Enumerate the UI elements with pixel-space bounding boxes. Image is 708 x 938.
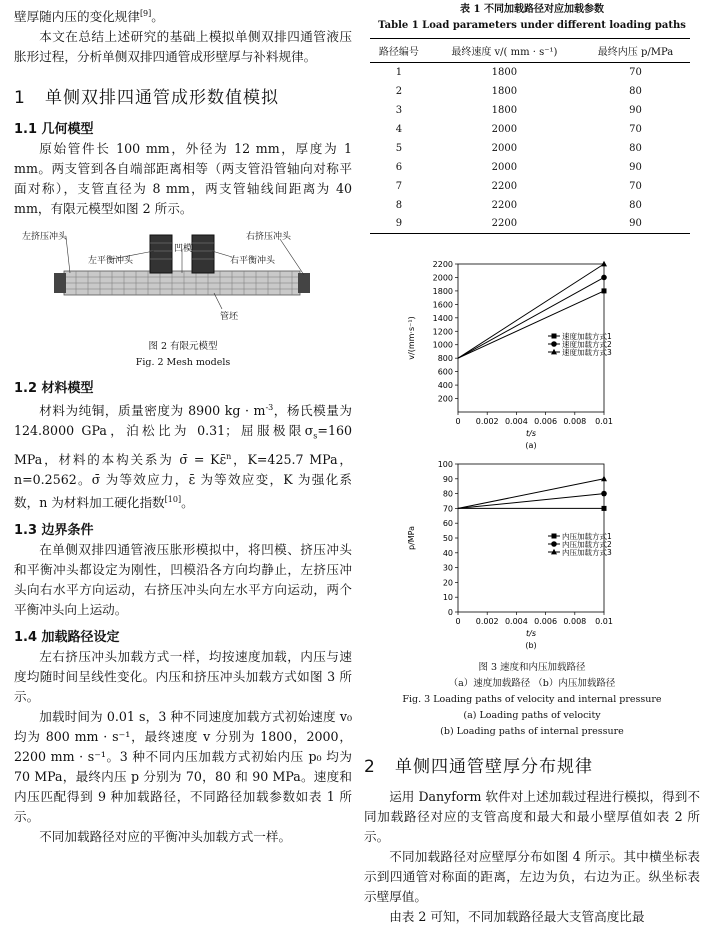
table-row xyxy=(370,196,690,215)
series-3 xyxy=(458,476,607,509)
y-tick-label: 60 xyxy=(442,519,453,529)
table-cell: 90 xyxy=(629,104,642,116)
table-cell: 8 xyxy=(395,199,403,211)
table-header-cell: 最终速度 v/( mm · s⁻¹) xyxy=(428,39,581,63)
y-tick-label: 90 xyxy=(442,474,453,484)
material-text-end: 。 xyxy=(181,495,194,511)
table-row xyxy=(370,120,690,139)
boundary-paragraph: 在单侧双排四通管液压胀形模拟中，将凹模、挤压冲头和平衡冲头都设定为刚性，凹模沿各方向均静止，左挤压冲头向右水平方向运动，右挤压冲头向左水平方向运动，两个平衡冲头向上运动。 xyxy=(14,542,352,618)
x-tick-label: 0.002 xyxy=(475,617,499,626)
material-sub: s xyxy=(313,431,318,441)
table-cell: 80 xyxy=(629,85,642,97)
intro-paragraph: 本文在总结上述研究的基础上模拟单侧双排四通管液压胀形过程，分析单侧双排四通管成形壁厚与补料规律。 xyxy=(14,29,352,65)
y-tick-label: 1200 xyxy=(432,327,453,337)
panel-label: (a) xyxy=(525,441,537,450)
table-cell: 2000 xyxy=(491,142,518,154)
fig3-sub-en-b: (b) Loading paths of internal pressure xyxy=(440,726,624,737)
x-tick-label: 0.008 xyxy=(563,417,587,426)
x-tick-label: 0.004 xyxy=(504,617,528,626)
table-cell: 1800 xyxy=(491,104,518,116)
label-tube-blank: 管坯 xyxy=(220,312,239,323)
circle-marker xyxy=(601,275,607,281)
x-tick-label: 0.008 xyxy=(563,617,587,626)
fig3-caption-en: Fig. 3 Loading paths of velocity and internal pressure xyxy=(402,694,662,705)
left-column xyxy=(14,0,352,847)
left-extrusion-punch-shape xyxy=(54,273,66,293)
label-right-extrusion-punch: 右挤压冲头 xyxy=(246,232,292,243)
x-tick-label: 0.01 xyxy=(595,617,613,626)
table-cell: 80 xyxy=(629,199,642,211)
section-2-heading xyxy=(364,752,700,777)
square-marker xyxy=(602,506,607,511)
material-text-4: ，K=425.7 MPa，n=0.2562。σ̄ 为等效应力，ε̄ 为等效应变，K 为强化系数，n 为材料加工硬化指数 xyxy=(14,452,352,511)
y-tick-label: 20 xyxy=(442,578,453,588)
load-parameters-table xyxy=(370,38,690,234)
geometry-paragraph: 原始管件长 100 mm，外径为 12 mm，厚度为 1 mm。两支管到各自端部距离相等（两支管沿管轴向对称平面对称），支管直径为 8 mm，两支管轴线间距离为 40 mm，有限元模型如图 2 所示。 xyxy=(14,141,352,217)
left-balance-punch-shape xyxy=(150,235,172,273)
fig2-caption-en: Fig. 2 Mesh models xyxy=(135,357,231,369)
x-tick-label: 0.006 xyxy=(534,417,558,426)
y-tick-label: 40 xyxy=(442,548,453,558)
series-line xyxy=(458,494,604,509)
legend-label: 内压加载方式1 xyxy=(562,532,612,541)
table-row xyxy=(370,82,690,101)
subsection-1-2-heading: 1.2 材料模型 xyxy=(14,381,94,397)
circle-marker xyxy=(601,491,607,497)
section-number: 1 xyxy=(14,88,26,109)
loading-paragraph-2: 加载时间为 0.01 s，3 种不同速度加载方式初始速度 v₀ 均为 800 mm · s⁻¹，最终速度 v 分别为 1800，2000，2200 mm · s⁻¹。3 种不同内压加载方式初始内压 p₀ 均为 70 MPa，最终内压 p 分别为 70，80 和 90 MPa。速度和内压匹配得到 9 种加载路径，不同路径加载参数如表 1 所示。 xyxy=(14,709,352,825)
table-cell: 70 xyxy=(629,123,642,135)
x-tick-label: 0 xyxy=(455,617,461,626)
y-tick-label: 1400 xyxy=(432,313,453,323)
y-axis-label: v/(mm·s⁻¹) xyxy=(407,316,416,360)
x-tick-label: 0.004 xyxy=(504,417,528,426)
square-marker xyxy=(552,334,557,339)
section-2-paragraph-1: 运用 Danyform 软件对上述加载过程进行模拟，得到不同加载路径对应的支管高度和最大和最小壁厚值如表 2 所示。 xyxy=(364,789,700,844)
table-cell: 2000 xyxy=(491,123,518,135)
section-title: 单侧四通管壁厚分布规律 xyxy=(395,757,594,777)
square-marker xyxy=(552,534,557,539)
table-cell: 6 xyxy=(395,161,403,173)
y-tick-label: 30 xyxy=(442,563,453,573)
table-cell: 2 xyxy=(395,85,403,97)
y-tick-label: 50 xyxy=(442,534,453,543)
x-axis-label: t/s xyxy=(526,429,536,438)
triangle-marker xyxy=(601,476,607,482)
x-tick-label: 0.01 xyxy=(595,417,613,426)
right-extrusion-punch-shape xyxy=(298,273,310,293)
table-row xyxy=(370,158,690,177)
table-row xyxy=(370,177,690,196)
table-cell: 1 xyxy=(395,66,403,78)
fig3-sub-en-a: (a) Loading paths of velocity xyxy=(463,710,601,721)
section-2-paragraph-3: 由表 2 可知，不同加载路径最大支管高度比最 xyxy=(389,909,645,924)
subsection-1-4-heading: 1.4 加载路径设定 xyxy=(14,630,120,646)
y-tick-label: 800 xyxy=(437,354,453,364)
table-cell: 2200 xyxy=(428,215,581,234)
material-paragraph xyxy=(14,398,352,513)
y-tick-label: 1800 xyxy=(432,286,453,296)
series-1 xyxy=(458,506,607,511)
y-tick-label: 2000 xyxy=(432,273,453,283)
section-2-paragraph-2: 不同加载路径对应壁厚分布如图 4 所示。其中横坐标表示到四通管对称面的距离，左边为负，右边为正。纵坐标表示壁厚值。 xyxy=(364,849,700,904)
material-text-3: =160 MPa，材料的本构关系为 σ̄ = Kε̄ xyxy=(14,423,352,468)
table-header-cell: 最终内压 p/MPa xyxy=(581,39,690,63)
section-number: 2 xyxy=(364,757,376,777)
intro-tail-end: 。 xyxy=(151,9,164,25)
table-cell: 70 xyxy=(629,66,642,78)
table-cell: 1800 xyxy=(491,66,518,78)
table-cell: 7 xyxy=(395,180,403,192)
circle-marker xyxy=(551,341,557,347)
y-tick-label: 2200 xyxy=(432,260,453,269)
panel-label: (b) xyxy=(525,641,537,650)
loading-paragraph-3: 不同加载路径对应的平衡冲头加载方式一样。 xyxy=(39,829,292,845)
y-tick-label: 200 xyxy=(437,394,453,404)
label-left-balance-punch: 左平衡冲头 xyxy=(88,256,134,267)
table-cell: 90 xyxy=(629,161,642,173)
x-tick-label: 0.006 xyxy=(534,617,558,626)
table1-title-cn: 表 1 不同加载路径对应加载参数 xyxy=(460,4,604,15)
pressure-chart xyxy=(364,454,700,654)
legend-label: 速度加载方式2 xyxy=(562,340,612,349)
label-left-extrusion-punch: 左挤压冲头 xyxy=(22,232,68,243)
table-cell: 1800 xyxy=(491,85,518,97)
table1-title-en: Table 1 Load parameters under different loading paths xyxy=(378,20,686,31)
legend-label: 内压加载方式2 xyxy=(562,540,612,549)
y-tick-label: 1000 xyxy=(432,340,453,350)
square-marker xyxy=(602,288,607,293)
y-tick-label: 600 xyxy=(437,367,453,377)
subsection-1-1-heading: 1.1 几何模型 xyxy=(14,122,94,138)
table-cell: 2200 xyxy=(491,180,518,192)
table-row xyxy=(370,101,690,120)
circle-marker xyxy=(551,541,557,547)
material-text-1: 材料为纯铜，质量密度为 8900 kg · m xyxy=(39,403,266,419)
intro-tail-text: 壁厚随内压的变化规律 xyxy=(14,9,140,25)
table-cell: 5 xyxy=(395,142,403,154)
y-tick-label: 70 xyxy=(442,504,453,514)
y-tick-label: 80 xyxy=(442,489,453,499)
table-header-row xyxy=(370,39,690,63)
x-tick-label: 0.002 xyxy=(475,417,499,426)
right-column xyxy=(364,0,700,927)
triangle-marker xyxy=(601,261,607,267)
y-tick-label: 0 xyxy=(447,608,453,617)
y-tick-label: 1600 xyxy=(432,300,453,310)
y-axis-label: p/MPa xyxy=(407,525,416,551)
x-tick-label: 0 xyxy=(455,417,461,426)
table-cell: 2000 xyxy=(491,161,518,173)
citation: [9] xyxy=(139,9,152,18)
intro-tail xyxy=(14,4,352,27)
fig3-caption-cn: 图 3 速度和内压加载路径 xyxy=(478,662,586,673)
table-cell: 3 xyxy=(395,104,403,116)
legend-label: 速度加载方式3 xyxy=(562,348,612,357)
fig3-sub-cn: （a）速度加载路径 （b）内压加载路径 xyxy=(448,678,616,689)
table-cell: 2200 xyxy=(491,199,518,211)
label-die: 凹模 xyxy=(174,244,193,255)
section-1-heading xyxy=(14,83,352,108)
material-sup-1: -3 xyxy=(265,403,274,413)
section-title: 单侧双排四通管成形数值模拟 xyxy=(45,88,280,109)
table-row xyxy=(370,139,690,158)
table-cell: 90 xyxy=(581,215,690,234)
citation-10: [10] xyxy=(164,495,182,505)
y-tick-label: 100 xyxy=(437,460,453,469)
right-balance-punch-shape xyxy=(192,235,214,273)
fig2-caption-cn: 图 2 有限元模型 xyxy=(148,341,218,353)
y-tick-label: 10 xyxy=(442,593,453,603)
y-tick-label: 400 xyxy=(437,381,453,391)
legend-label: 速度加载方式1 xyxy=(562,332,612,341)
table-cell: 70 xyxy=(629,180,642,192)
label-right-balance-punch: 右平衡冲头 xyxy=(230,256,276,267)
series-line xyxy=(458,479,604,509)
table-cell: 4 xyxy=(395,123,403,135)
legend-label: 内压加载方式3 xyxy=(562,548,612,557)
table-row xyxy=(370,215,690,234)
table-row xyxy=(370,63,690,82)
table-cell: 80 xyxy=(629,142,642,154)
table-body xyxy=(370,63,690,234)
material-text-2: ，杨氏模量为 124.8000 GPa，泊松比为 0.31；屈服极限σ xyxy=(14,403,353,439)
material-sup-2: n xyxy=(226,451,232,461)
velocity-chart xyxy=(364,254,700,454)
table-cell: 9 xyxy=(370,215,428,234)
subsection-1-3-heading: 1.3 边界条件 xyxy=(14,523,94,539)
x-axis-label: t/s xyxy=(526,629,536,638)
figure-2 xyxy=(14,229,352,335)
loading-paragraph-1: 左右挤压冲头加载方式一样，均按速度加载，内压与速度均随时间呈线性变化。内压和挤压冲头加载方式如图 3 所示。 xyxy=(14,649,352,705)
table-header-cell: 路径编号 xyxy=(370,39,428,63)
